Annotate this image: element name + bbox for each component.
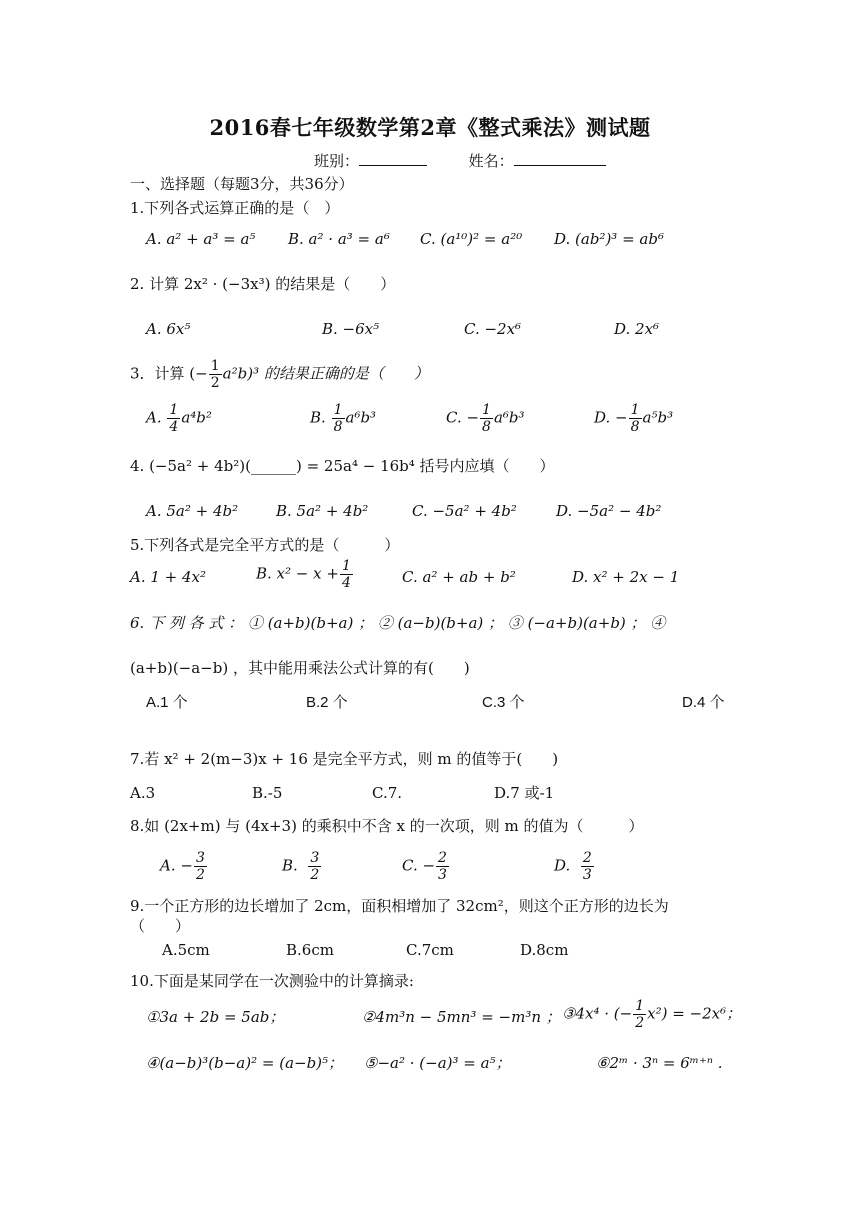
- q3-c-num: 1: [482, 402, 491, 418]
- q3-b-num: 1: [333, 402, 343, 418]
- q8-c-label: C. −: [402, 856, 436, 875]
- q5-option-c[interactable]: C. a² + ab + b²: [402, 568, 516, 586]
- q8-a-fraction: [194, 850, 207, 883]
- q7-option-c[interactable]: C.7.: [372, 784, 403, 802]
- q10-item-1: ①3a + 2b = 5ab；: [146, 1008, 285, 1026]
- q3-d-num: 1: [630, 402, 640, 418]
- q10-item-4: ④(a−b)³(b−a)² = (a−b)⁵；: [146, 1054, 344, 1072]
- q9-option-d[interactable]: D.8cm: [520, 941, 569, 959]
- section-heading: 一、选择题（每题3分，共36分）: [130, 175, 354, 193]
- q8-a-num: 3: [195, 850, 205, 866]
- class-blank[interactable]: [359, 165, 427, 166]
- q3-a-num: 1: [169, 402, 179, 418]
- q3-b-fraction: [332, 402, 345, 435]
- q4-option-c[interactable]: C. −5a² + 4b²: [412, 502, 517, 520]
- q9-option-c[interactable]: C.7cm: [406, 941, 454, 959]
- q3-c-fraction: [480, 402, 493, 435]
- q10-item-3: [562, 998, 741, 1031]
- q3-stem-pre: 3．计算 (−: [130, 364, 208, 383]
- q7-option-a[interactable]: A.3: [130, 784, 156, 802]
- q8-d-label: D.: [554, 856, 571, 875]
- q6-option-c[interactable]: C.3 个: [482, 694, 525, 711]
- q3-option-c[interactable]: [446, 402, 525, 435]
- q10-item-3-pre: ③4x⁴ · (−: [562, 1004, 633, 1023]
- q5-option-a[interactable]: A. 1 + 4x²: [130, 568, 207, 586]
- q6-stem-line1: 6. 下 列 各 式 ： ① (a+b)(b+a) ； ② (a−b)(b+a) ； ③ (−a+b)(a+b) ； ④: [130, 614, 666, 632]
- q3-a-fraction: [167, 402, 180, 435]
- q3-d-expr: a⁵b³: [642, 408, 674, 427]
- q3-b-den: 8: [333, 419, 343, 435]
- q3-b-label: B.: [310, 408, 326, 427]
- q8-c-num: 2: [438, 850, 447, 866]
- q3-option-a[interactable]: [146, 402, 212, 435]
- q3-a-expr: a⁴b²: [181, 408, 212, 427]
- q8-option-b[interactable]: [282, 850, 322, 883]
- q8-d-fraction: [581, 850, 594, 883]
- q4-option-d[interactable]: D. −5a² − 4b²: [556, 502, 662, 520]
- q10-stem: 10.下面是某同学在一次测验中的计算摘录:: [130, 972, 414, 990]
- q3-a-den: 4: [169, 419, 179, 435]
- q1-option-c[interactable]: C. (a¹⁰)² = a²⁰: [420, 230, 523, 248]
- q3-c-label: C. −: [446, 408, 480, 427]
- q3-fraction: [209, 358, 222, 391]
- q1-stem: 1.下列各式运算正确的是（ ）: [130, 199, 340, 217]
- q2-stem: 2. 计算 2x² · (−3x³) 的结果是（ ）: [130, 275, 396, 293]
- q7-option-b[interactable]: B.-5: [252, 784, 283, 802]
- q3-c-expr: a⁶b³: [493, 408, 525, 427]
- q10-item-3-num: 1: [635, 998, 645, 1014]
- q5-b-fraction: [340, 558, 353, 591]
- q7-option-d[interactable]: D.7 或-1: [494, 784, 555, 802]
- q7-stem: 7.若 x² + 2(m−3)x + 16 是完全平方式，则 m 的值等于( ): [130, 750, 559, 768]
- q3-option-b[interactable]: [310, 402, 376, 435]
- q2-option-c[interactable]: C. −2x⁶: [464, 320, 522, 338]
- name-blank[interactable]: [514, 165, 606, 166]
- q5-b-den: 4: [341, 575, 351, 591]
- q2-option-a[interactable]: A. 6x⁵: [146, 320, 191, 338]
- q3-c-den: 8: [482, 419, 491, 435]
- q10-item-3-den: 2: [635, 1015, 645, 1031]
- q9-option-a[interactable]: A.5cm: [162, 941, 210, 959]
- q2-option-d[interactable]: D. 2x⁶: [614, 320, 660, 338]
- q3-frac-den: 2: [210, 375, 220, 391]
- q3-b-expr: a⁶b³: [345, 408, 377, 427]
- q8-b-fraction: [308, 850, 321, 883]
- q3-stem: [130, 358, 429, 391]
- q10-item-5: ⑤−a² · (−a)³ = a⁵；: [364, 1054, 511, 1072]
- q3-a-label: A.: [146, 408, 162, 427]
- q3-d-label: D. −: [594, 408, 628, 427]
- q9-answer-paren: （ ）: [130, 917, 191, 935]
- q3-d-fraction: [629, 402, 642, 435]
- q5-option-d[interactable]: D. x² + 2x − 1: [572, 568, 680, 586]
- q10-item-2: ②4m³n − 5mn³ = −m³n ；: [362, 1008, 561, 1026]
- q6-stem-line2: (a+b)(−a−b) ，其中能用乘法公式计算的有( ): [130, 659, 470, 677]
- class-label: 班别：: [314, 152, 360, 170]
- q4-stem: 4. (−5a² + 4b²)(______) = 25a⁴ − 16b⁴ 括号内应填（ ）: [130, 457, 555, 475]
- q4-option-a[interactable]: A. 5a² + 4b²: [146, 502, 239, 520]
- q5-b-num: 1: [341, 558, 351, 574]
- q5-stem: 5.下列各式是完全平方式的是（ ）: [130, 536, 400, 554]
- q8-option-d[interactable]: [554, 850, 595, 883]
- q8-b-den: 2: [310, 867, 320, 883]
- q9-stem: 9.一个正方形的边长增加了 2cm，面积相增加了 32cm²，则这个正方形的边长为: [130, 897, 669, 915]
- q8-c-den: 3: [438, 867, 447, 883]
- q8-a-den: 2: [195, 867, 205, 883]
- q10-item-3-fraction: [633, 998, 646, 1031]
- q3-d-den: 8: [630, 419, 640, 435]
- q8-stem: 8.如 (2x+m) 与 (4x+3) 的乘积中不含 x 的一次项，则 m 的值为（ ）: [130, 817, 644, 835]
- q6-option-d[interactable]: D.4 个: [682, 694, 725, 711]
- q8-a-label: A. −: [160, 856, 193, 875]
- student-info: [314, 150, 606, 172]
- q3-frac-num: 1: [210, 358, 220, 374]
- exam-title: 2016春七年级数学第2章《整式乘法》测试题: [209, 115, 651, 140]
- q6-option-b[interactable]: B.2 个: [306, 694, 348, 711]
- q1-option-b[interactable]: B. a² · a³ = a⁶: [288, 230, 390, 248]
- q3-stem-post: a²b)³ 的结果正确的是（ ）: [222, 364, 429, 383]
- name-label: 姓名：: [468, 152, 514, 170]
- q8-d-den: 3: [582, 867, 592, 883]
- q1-option-a[interactable]: A. a² + a³ = a⁵: [146, 230, 256, 248]
- q10-item-6: ⑥2ᵐ · 3ⁿ = 6ᵐ⁺ⁿ .: [596, 1054, 723, 1072]
- q5-b-expr: B. x² − x +: [256, 564, 339, 583]
- q6-option-a[interactable]: A.1 个: [146, 694, 188, 711]
- q8-d-num: 2: [582, 850, 592, 866]
- q10-item-3-post: x²) = −2x⁶；: [647, 1004, 742, 1023]
- q8-option-c[interactable]: [402, 850, 450, 883]
- q2-option-b[interactable]: B. −6x⁵: [322, 320, 380, 338]
- q4-option-b[interactable]: B. 5a² + 4b²: [276, 502, 369, 520]
- q8-b-label: B.: [282, 856, 298, 875]
- q3-option-d[interactable]: [594, 402, 673, 435]
- q1-option-d[interactable]: D. (ab²)³ = ab⁶: [554, 230, 664, 248]
- q8-option-a[interactable]: [160, 850, 208, 883]
- q9-option-b[interactable]: B.6cm: [286, 941, 334, 959]
- q8-c-fraction: [436, 850, 449, 883]
- q8-b-num: 3: [310, 850, 320, 866]
- q5-option-b[interactable]: [256, 558, 354, 591]
